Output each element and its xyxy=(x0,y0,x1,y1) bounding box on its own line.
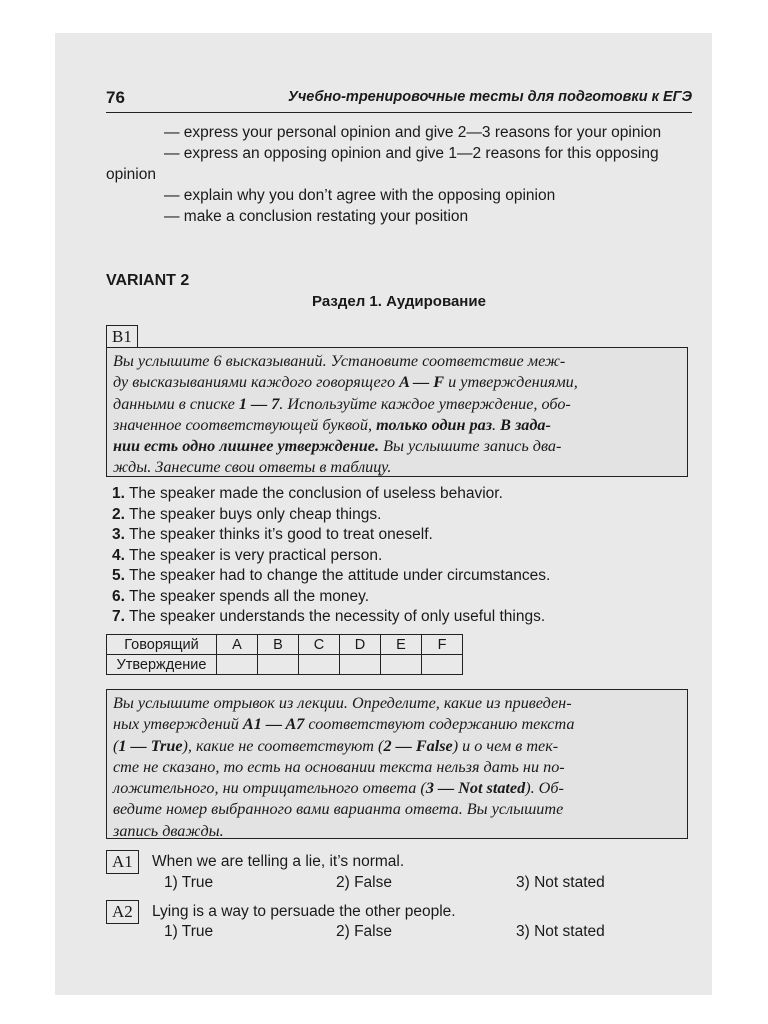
instruction-line: ложительного, ни отрицательного ответа (3 — Not stated). Об- xyxy=(113,779,564,798)
answer-cell[interactable] xyxy=(422,655,463,675)
table-row xyxy=(107,655,463,675)
answer-option[interactable]: 1) True xyxy=(164,874,214,891)
row-label: Говорящий xyxy=(107,635,217,655)
intro-line: — explain why you don’t agree with the opposing opinion xyxy=(164,187,556,204)
answer-cell[interactable] xyxy=(258,655,299,675)
intro-line: — make a conclusion restating your position xyxy=(164,208,469,225)
variant-title: VARIANT 2 xyxy=(106,272,190,289)
column-letter: C xyxy=(299,635,340,655)
running-title: Учебно-тренировочные тесты для подготовки к ЕГЭ xyxy=(288,89,692,105)
instruction-line: нии есть одно лишнее утверждение. Вы услышите запись два- xyxy=(113,437,562,456)
answer-option[interactable]: 3) Not stated xyxy=(516,874,605,891)
statement-item: 4. The speaker is very practical person. xyxy=(112,547,383,564)
page-number: 76 xyxy=(106,88,125,107)
column-letter: A xyxy=(217,635,258,655)
column-letter: B xyxy=(258,635,299,655)
question-text: Lying is a way to persuade the other people. xyxy=(152,903,456,920)
task-tag-a2: A2 xyxy=(106,900,139,924)
instruction-line: Вы услышите отрывок из лекции. Определите, какие из приведен- xyxy=(113,694,572,712)
section-title: Раздел 1. Аудирование xyxy=(312,293,486,310)
instruction-line: ду высказываниями каждого говорящего A — F и утверждениями, xyxy=(113,373,578,392)
instruction-line: значенное соответствующей буквой, только один раз. В зада- xyxy=(113,415,551,434)
statement-item: 6. The speaker spends all the money. xyxy=(112,588,370,605)
answer-option[interactable]: 2) False xyxy=(336,923,392,940)
answer-cell[interactable] xyxy=(340,655,381,675)
answer-cell[interactable] xyxy=(299,655,340,675)
instruction-line: Вы услышите 6 высказываний. Установите соответствие меж- xyxy=(113,352,566,370)
instruction-line: ведите номер выбранного вами варианта ответа. Вы услышите xyxy=(113,800,564,819)
column-letter: D xyxy=(340,635,381,655)
statement-item: 2. The speaker buys only cheap things. xyxy=(112,506,382,523)
question-text: When we are telling a lie, it’s normal. xyxy=(152,853,405,870)
task-tag-b1: B1 xyxy=(106,325,138,349)
b1-instruction-box xyxy=(106,347,688,477)
column-letter: E xyxy=(381,635,422,655)
statement-item: 7. The speaker understands the necessity of only useful things. xyxy=(112,608,546,625)
table-row xyxy=(107,635,463,655)
answer-table xyxy=(106,634,463,675)
statement-item: 3. The speaker thinks it’s good to treat oneself. xyxy=(112,526,433,543)
page-header xyxy=(106,88,692,113)
intro-line: — express an opposing opinion and give 1—2 reasons for this opposing xyxy=(164,145,659,162)
answer-option[interactable]: 3) Not stated xyxy=(516,923,605,940)
column-letter: F xyxy=(422,635,463,655)
task-tag-a1: A1 xyxy=(106,850,139,874)
instruction-line: (1 — True), какие не соответствуют (2 — False) и о чем в тек- xyxy=(113,736,559,755)
instruction-line: сте не сказано, то есть на основании текста нельзя дать ни по- xyxy=(113,757,565,776)
instruction-line: данными в списке 1 — 7. Используйте каждое утверждение, обо- xyxy=(113,394,571,413)
intro-line: opinion xyxy=(106,166,156,183)
instruction-line: запись дважды. xyxy=(113,821,224,840)
lecture-instruction-box xyxy=(106,689,688,839)
answer-cell[interactable] xyxy=(381,655,422,675)
instruction-line: жды. Занесите свои ответы в таблицу. xyxy=(113,458,392,477)
intro-line: — express your personal opinion and give 2—3 reasons for your opinion xyxy=(164,124,662,141)
statement-item: 1. The speaker made the conclusion of useless behavior. xyxy=(112,485,503,502)
answer-option[interactable]: 2) False xyxy=(336,874,392,891)
statement-item: 5. The speaker had to change the attitude under circumstances. xyxy=(112,567,551,584)
answer-option[interactable]: 1) True xyxy=(164,923,214,940)
row-label: Утверждение xyxy=(107,655,217,675)
answer-cell[interactable] xyxy=(217,655,258,675)
instruction-line: ных утверждений A1 — A7 соответствуют содержанию текста xyxy=(113,715,575,734)
